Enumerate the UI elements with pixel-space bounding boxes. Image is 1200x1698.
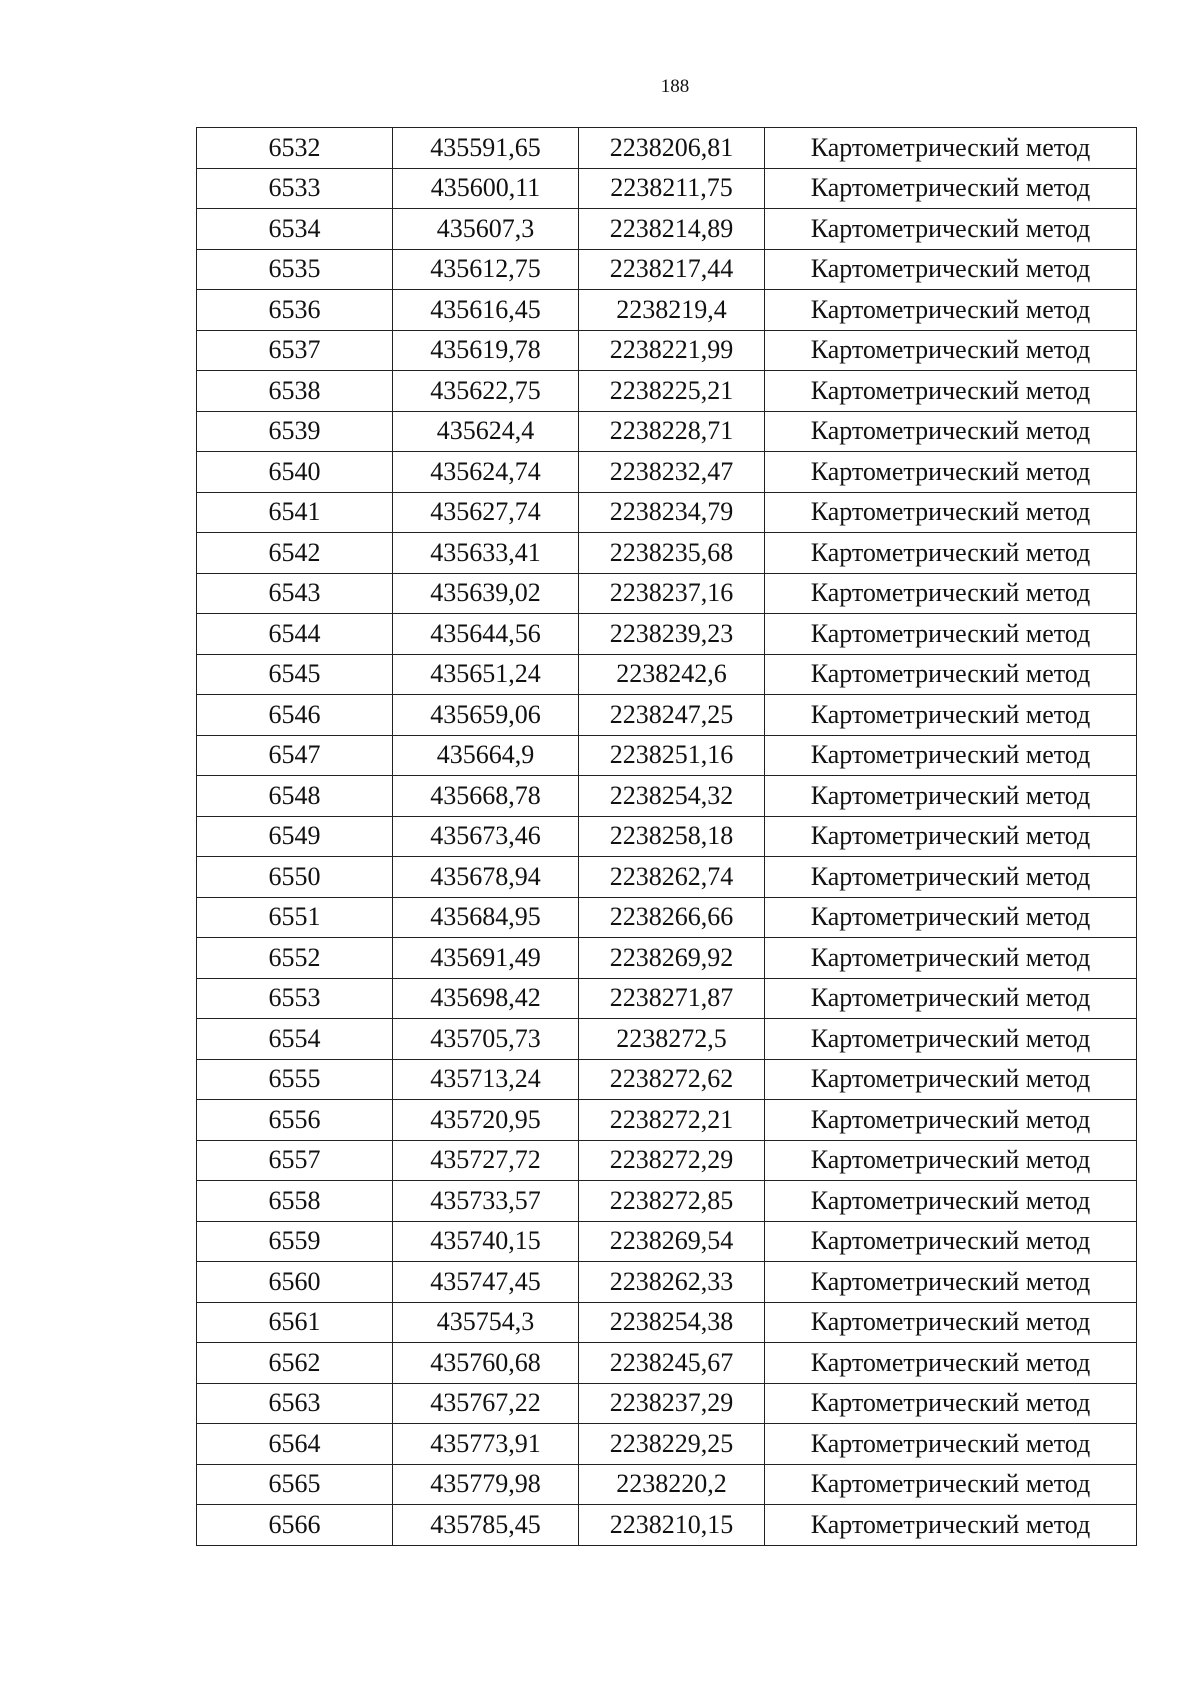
- table-row: [197, 128, 1137, 169]
- table-row: [197, 695, 1137, 736]
- point-number-cell: 6539: [197, 411, 393, 452]
- method-cell: Картометрический метод: [765, 1302, 1137, 1343]
- x-coordinate-cell: 435624,4: [393, 411, 579, 452]
- x-coordinate-cell: 435619,78: [393, 330, 579, 371]
- table-row: [197, 411, 1137, 452]
- method-cell: Картометрический метод: [765, 1383, 1137, 1424]
- y-coordinate-cell: 2238247,25: [579, 695, 765, 736]
- table-row: [197, 735, 1137, 776]
- y-coordinate-cell: 2238229,25: [579, 1424, 765, 1465]
- x-coordinate-cell: 435612,75: [393, 249, 579, 290]
- x-coordinate-cell: 435673,46: [393, 816, 579, 857]
- y-coordinate-cell: 2238225,21: [579, 371, 765, 412]
- point-number-cell: 6546: [197, 695, 393, 736]
- method-cell: Картометрический метод: [765, 128, 1137, 169]
- x-coordinate-cell: 435684,95: [393, 897, 579, 938]
- y-coordinate-cell: 2238258,18: [579, 816, 765, 857]
- x-coordinate-cell: 435664,9: [393, 735, 579, 776]
- x-coordinate-cell: 435767,22: [393, 1383, 579, 1424]
- y-coordinate-cell: 2238272,21: [579, 1100, 765, 1141]
- method-cell: Картометрический метод: [765, 897, 1137, 938]
- point-number-cell: 6545: [197, 654, 393, 695]
- point-number-cell: 6554: [197, 1019, 393, 1060]
- table-row: [197, 533, 1137, 574]
- y-coordinate-cell: 2238269,54: [579, 1221, 765, 1262]
- point-number-cell: 6562: [197, 1343, 393, 1384]
- method-cell: Картометрический метод: [765, 776, 1137, 817]
- table-row: [197, 1181, 1137, 1222]
- y-coordinate-cell: 2238206,81: [579, 128, 765, 169]
- point-number-cell: 6555: [197, 1059, 393, 1100]
- x-coordinate-cell: 435624,74: [393, 452, 579, 493]
- table-row: [197, 168, 1137, 209]
- method-cell: Картометрический метод: [765, 1140, 1137, 1181]
- x-coordinate-cell: 435616,45: [393, 290, 579, 331]
- y-coordinate-cell: 2238254,38: [579, 1302, 765, 1343]
- method-cell: Картометрический метод: [765, 816, 1137, 857]
- x-coordinate-cell: 435747,45: [393, 1262, 579, 1303]
- point-number-cell: 6550: [197, 857, 393, 898]
- x-coordinate-cell: 435678,94: [393, 857, 579, 898]
- point-number-cell: 6538: [197, 371, 393, 412]
- y-coordinate-cell: 2238266,66: [579, 897, 765, 938]
- y-coordinate-cell: 2238271,87: [579, 978, 765, 1019]
- table-row: [197, 249, 1137, 290]
- method-cell: Картометрический метод: [765, 1424, 1137, 1465]
- y-coordinate-cell: 2238211,75: [579, 168, 765, 209]
- table-row: [197, 371, 1137, 412]
- x-coordinate-cell: 435720,95: [393, 1100, 579, 1141]
- table-row: [197, 573, 1137, 614]
- y-coordinate-cell: 2238217,44: [579, 249, 765, 290]
- method-cell: Картометрический метод: [765, 452, 1137, 493]
- method-cell: Картометрический метод: [765, 1221, 1137, 1262]
- table-row: [197, 776, 1137, 817]
- x-coordinate-cell: 435591,65: [393, 128, 579, 169]
- x-coordinate-cell: 435627,74: [393, 492, 579, 533]
- point-number-cell: 6532: [197, 128, 393, 169]
- x-coordinate-cell: 435779,98: [393, 1464, 579, 1505]
- table-row: [197, 1019, 1137, 1060]
- point-number-cell: 6557: [197, 1140, 393, 1181]
- x-coordinate-cell: 435698,42: [393, 978, 579, 1019]
- method-cell: Картометрический метод: [765, 492, 1137, 533]
- y-coordinate-cell: 2238262,74: [579, 857, 765, 898]
- point-number-cell: 6543: [197, 573, 393, 614]
- method-cell: Картометрический метод: [765, 1464, 1137, 1505]
- y-coordinate-cell: 2238245,67: [579, 1343, 765, 1384]
- table-row: [197, 1424, 1137, 1465]
- y-coordinate-cell: 2238251,16: [579, 735, 765, 776]
- method-cell: Картометрический метод: [765, 330, 1137, 371]
- table-row: [197, 1383, 1137, 1424]
- y-coordinate-cell: 2238220,2: [579, 1464, 765, 1505]
- point-number-cell: 6535: [197, 249, 393, 290]
- x-coordinate-cell: 435607,3: [393, 209, 579, 250]
- point-number-cell: 6560: [197, 1262, 393, 1303]
- table-row: [197, 209, 1137, 250]
- point-number-cell: 6548: [197, 776, 393, 817]
- point-number-cell: 6551: [197, 897, 393, 938]
- point-number-cell: 6552: [197, 938, 393, 979]
- table-row: [197, 330, 1137, 371]
- y-coordinate-cell: 2238219,4: [579, 290, 765, 331]
- x-coordinate-cell: 435622,75: [393, 371, 579, 412]
- point-number-cell: 6566: [197, 1505, 393, 1546]
- table-row: [197, 1262, 1137, 1303]
- table-row: [197, 290, 1137, 331]
- method-cell: Картометрический метод: [765, 573, 1137, 614]
- method-cell: Картометрический метод: [765, 735, 1137, 776]
- coordinates-table: [196, 127, 1137, 1546]
- method-cell: Картометрический метод: [765, 654, 1137, 695]
- coordinates-table-body: [197, 128, 1137, 1546]
- y-coordinate-cell: 2238228,71: [579, 411, 765, 452]
- method-cell: Картометрический метод: [765, 1505, 1137, 1546]
- method-cell: Картометрический метод: [765, 1019, 1137, 1060]
- method-cell: Картометрический метод: [765, 857, 1137, 898]
- y-coordinate-cell: 2238272,85: [579, 1181, 765, 1222]
- y-coordinate-cell: 2238237,29: [579, 1383, 765, 1424]
- table-row: [197, 492, 1137, 533]
- point-number-cell: 6549: [197, 816, 393, 857]
- table-row: [197, 1221, 1137, 1262]
- point-number-cell: 6533: [197, 168, 393, 209]
- point-number-cell: 6564: [197, 1424, 393, 1465]
- y-coordinate-cell: 2238254,32: [579, 776, 765, 817]
- method-cell: Картометрический метод: [765, 1181, 1137, 1222]
- x-coordinate-cell: 435633,41: [393, 533, 579, 574]
- point-number-cell: 6534: [197, 209, 393, 250]
- x-coordinate-cell: 435740,15: [393, 1221, 579, 1262]
- y-coordinate-cell: 2238232,47: [579, 452, 765, 493]
- method-cell: Картометрический метод: [765, 533, 1137, 574]
- method-cell: Картометрический метод: [765, 209, 1137, 250]
- point-number-cell: 6541: [197, 492, 393, 533]
- method-cell: Картометрический метод: [765, 695, 1137, 736]
- table-row: [197, 614, 1137, 655]
- y-coordinate-cell: 2238242,6: [579, 654, 765, 695]
- x-coordinate-cell: 435713,24: [393, 1059, 579, 1100]
- page-number: 188: [660, 76, 690, 97]
- method-cell: Картометрический метод: [765, 1343, 1137, 1384]
- method-cell: Картометрический метод: [765, 411, 1137, 452]
- y-coordinate-cell: 2238272,5: [579, 1019, 765, 1060]
- point-number-cell: 6536: [197, 290, 393, 331]
- table-row: [197, 1140, 1137, 1181]
- x-coordinate-cell: 435639,02: [393, 573, 579, 614]
- table-row: [197, 978, 1137, 1019]
- x-coordinate-cell: 435733,57: [393, 1181, 579, 1222]
- table-row: [197, 1505, 1137, 1546]
- x-coordinate-cell: 435773,91: [393, 1424, 579, 1465]
- table-row: [197, 897, 1137, 938]
- y-coordinate-cell: 2238235,68: [579, 533, 765, 574]
- y-coordinate-cell: 2238239,23: [579, 614, 765, 655]
- method-cell: Картометрический метод: [765, 1262, 1137, 1303]
- point-number-cell: 6540: [197, 452, 393, 493]
- x-coordinate-cell: 435754,3: [393, 1302, 579, 1343]
- x-coordinate-cell: 435668,78: [393, 776, 579, 817]
- table-row: [197, 1343, 1137, 1384]
- point-number-cell: 6553: [197, 978, 393, 1019]
- y-coordinate-cell: 2238221,99: [579, 330, 765, 371]
- x-coordinate-cell: 435785,45: [393, 1505, 579, 1546]
- x-coordinate-cell: 435600,11: [393, 168, 579, 209]
- y-coordinate-cell: 2238210,15: [579, 1505, 765, 1546]
- y-coordinate-cell: 2238234,79: [579, 492, 765, 533]
- method-cell: Картометрический метод: [765, 249, 1137, 290]
- method-cell: Картометрический метод: [765, 371, 1137, 412]
- y-coordinate-cell: 2238269,92: [579, 938, 765, 979]
- table-row: [197, 1100, 1137, 1141]
- table-row: [197, 938, 1137, 979]
- method-cell: Картометрический метод: [765, 1059, 1137, 1100]
- x-coordinate-cell: 435651,24: [393, 654, 579, 695]
- table-row: [197, 816, 1137, 857]
- y-coordinate-cell: 2238272,29: [579, 1140, 765, 1181]
- point-number-cell: 6542: [197, 533, 393, 574]
- x-coordinate-cell: 435727,72: [393, 1140, 579, 1181]
- point-number-cell: 6544: [197, 614, 393, 655]
- point-number-cell: 6537: [197, 330, 393, 371]
- method-cell: Картометрический метод: [765, 978, 1137, 1019]
- point-number-cell: 6559: [197, 1221, 393, 1262]
- point-number-cell: 6558: [197, 1181, 393, 1222]
- table-row: [197, 857, 1137, 898]
- x-coordinate-cell: 435691,49: [393, 938, 579, 979]
- x-coordinate-cell: 435659,06: [393, 695, 579, 736]
- table-row: [197, 1059, 1137, 1100]
- table-row: [197, 1464, 1137, 1505]
- method-cell: Картометрический метод: [765, 168, 1137, 209]
- y-coordinate-cell: 2238272,62: [579, 1059, 765, 1100]
- y-coordinate-cell: 2238237,16: [579, 573, 765, 614]
- point-number-cell: 6565: [197, 1464, 393, 1505]
- table-row: [197, 452, 1137, 493]
- method-cell: Картометрический метод: [765, 290, 1137, 331]
- method-cell: Картометрический метод: [765, 938, 1137, 979]
- y-coordinate-cell: 2238262,33: [579, 1262, 765, 1303]
- method-cell: Картометрический метод: [765, 614, 1137, 655]
- x-coordinate-cell: 435760,68: [393, 1343, 579, 1384]
- x-coordinate-cell: 435644,56: [393, 614, 579, 655]
- point-number-cell: 6563: [197, 1383, 393, 1424]
- method-cell: Картометрический метод: [765, 1100, 1137, 1141]
- table-row: [197, 654, 1137, 695]
- x-coordinate-cell: 435705,73: [393, 1019, 579, 1060]
- point-number-cell: 6556: [197, 1100, 393, 1141]
- point-number-cell: 6547: [197, 735, 393, 776]
- table-row: [197, 1302, 1137, 1343]
- point-number-cell: 6561: [197, 1302, 393, 1343]
- y-coordinate-cell: 2238214,89: [579, 209, 765, 250]
